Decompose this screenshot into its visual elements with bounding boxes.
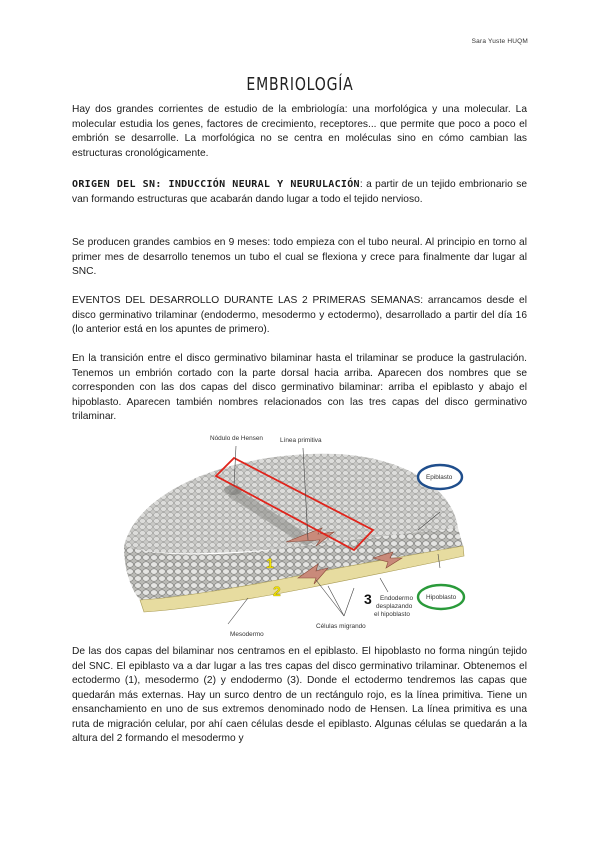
gastrulation-figure (118, 428, 478, 642)
label-mesodermo: Mesodermo (230, 631, 264, 638)
number-2: 2 (273, 583, 281, 599)
paragraph-transicion: En la transición entre el disco germinativo bilaminar hasta el trilaminar se produce la gastrulación. Tenemos un embrión cortado con la parte dorsal hacia arriba. Aparecen dos nombres que se corresponden con las dos capas del disco germinativo bilaminar: arriba el epiblasto y abajo el hipoblasto. Aparecen también nombres relacionados con las tres capas del disco germinativo trilaminar. (72, 353, 527, 422)
paragraph-heading-bold: ORIGEN DEL SN: INDUCCIÓN NEURAL Y NEURULACIÓN (72, 179, 360, 190)
label-endodermo-2: desplazando (376, 603, 413, 610)
number-1: 1 (266, 555, 274, 571)
label-hipoblasto: Hipoblasto (426, 594, 457, 601)
paragraph-epiblasto: De las dos capas del bilaminar nos centramos en el epiblasto. El hipoblasto no forma ningún tejido del SNC. El epiblasto va a dar lugar a las tres capas del disco germinativo trilaminar. Obtenemos el ectodermo (1), mesodermo (2) y endodermo (3). Donde el ectodermo tendremos las capas que quedarán más externas. Hay un surco dentro de un rectángulo rojo, es la línea primitiva. Tiene un ensanchamiento en uno de sus extremos denominado nodo de Hensen. La línea primitiva es una ruta de migración celular, por ahí caen células desde el epiblasto. Algunas células se quedarán a la altura del 2 formando el mesodermo y (72, 646, 527, 744)
paragraph-eventos: EVENTOS DEL DESARROLLO DURANTE LAS 2 PRIMERAS SEMANAS: arrancamos desde el disco germinativo trilaminar (endodermo, mesodermo y ectodermo), desarrollado a partir del día 16 (lo anterior está en los apuntes de primero). (72, 295, 527, 335)
label-epiblasto: Epiblasto (426, 474, 453, 481)
paragraph-intro: Hay dos grandes corrientes de estudio de la embriología: una morfológica y una molecular. La molecular estudia los genes, factores de crecimiento, receptores... que permite que poco a poco el embrión se desarrolle. La morfológica no se centra en moléculas sino en cómo cambian las estructuras cronológicamente. (72, 104, 527, 159)
paragraph-origen-sn (72, 178, 527, 207)
label-endodermo-1: Endodermo (380, 595, 414, 602)
label-linea-primitiva: Línea primitiva (280, 437, 322, 444)
number-3: 3 (364, 591, 372, 607)
paragraph-cambios: Se producen grandes cambios en 9 meses: todo empieza con el tubo neural. Al principio en torno al primer mes de desarrollo tenemos un tubo el cual se flexiona y crece para finalmente dar lugar al SNC. (72, 237, 527, 277)
label-nodulo-hensen: Nódulo de Hensen (210, 435, 263, 442)
gastrulation-illustration (118, 428, 478, 642)
label-endodermo-3: el hipoblasto (374, 611, 410, 618)
paragraph-origen-text: : a partir de un tejido embrionario se van formando estructuras que acabarán dando lugar a todo el tejido nervioso. (72, 179, 527, 205)
page-title: EMBRIOLOGÍA (246, 74, 354, 95)
page-header-author: Sara Yuste HUQM (471, 38, 528, 45)
hensen-node (224, 485, 242, 495)
label-celulas-migrando: Células migrando (316, 623, 366, 630)
